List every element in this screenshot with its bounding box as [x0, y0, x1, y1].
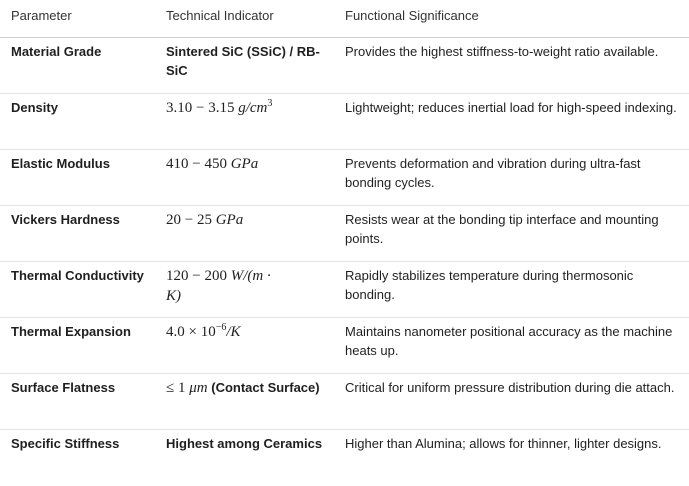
parameter-cell: Surface Flatness: [0, 374, 155, 430]
significance-cell: Prevents deformation and vibration during ultra-fast bonding cycles.: [334, 150, 689, 206]
significance-cell: Provides the highest stiffness-to-weight ratio available.: [334, 38, 689, 94]
indicator-cell: [155, 206, 334, 262]
table-header-row: [0, 0, 689, 38]
parameter-cell: Specific Stiffness: [0, 430, 155, 486]
table-row: [0, 150, 689, 206]
header-technical-indicator: Technical Indicator: [166, 8, 274, 23]
parameter-cell: Density: [0, 94, 155, 150]
significance-cell: Lightweight; reduces inertial load for high-speed indexing.: [334, 94, 689, 150]
significance-cell: Resists wear at the bonding tip interface and mounting points.: [334, 206, 689, 262]
parameter-cell: Elastic Modulus: [0, 150, 155, 206]
indicator-cell: Highest among Ceramics: [155, 430, 334, 486]
table-row: [0, 206, 689, 262]
parameter-cell: Thermal Expansion: [0, 318, 155, 374]
table-row: [0, 262, 689, 318]
header-parameter: Parameter: [11, 8, 72, 23]
flatness-note: (Contact Surface): [211, 380, 320, 395]
parameter-cell: Vickers Hardness: [0, 206, 155, 262]
parameter-cell: Thermal Conductivity: [0, 262, 155, 318]
indicator-cell: [155, 262, 334, 318]
indicator-cell: Sintered SiC (SSiC) / RB-SiC: [155, 38, 334, 94]
significance-cell: Rapidly stabilizes temperature during thermosonic bonding.: [334, 262, 689, 318]
table-row: [0, 430, 689, 486]
indicator-cell: [155, 374, 334, 430]
flatness-value: ≤ 1 μm: [166, 380, 208, 396]
significance-cell: Higher than Alumina; allows for thinner, lighter designs.: [334, 430, 689, 486]
indicator-cell: [155, 94, 334, 150]
table-row: [0, 94, 689, 150]
expansion-value: $4.0 \times 10^{-6}/K$: [166, 322, 241, 340]
indicator-cell: [155, 318, 334, 374]
header-functional-significance: Functional Significance: [345, 8, 479, 23]
table-row: [0, 38, 689, 94]
table-row: [0, 374, 689, 430]
significance-cell: Maintains nanometer positional accuracy as the machine heats up.: [334, 318, 689, 374]
conductivity-value: 120 − 200 W/(m · K): [166, 268, 271, 304]
indicator-cell: [155, 150, 334, 206]
hardness-value: 20 − 25 GPa: [166, 212, 244, 228]
modulus-value: 410 − 450 GPa: [166, 156, 259, 172]
table-row: [0, 318, 689, 374]
parameter-cell: Material Grade: [0, 38, 155, 94]
significance-cell: Critical for uniform pressure distribution during die attach.: [334, 374, 689, 430]
density-value: 3.10 − 3.15 $g/cm^3$: [166, 98, 273, 116]
